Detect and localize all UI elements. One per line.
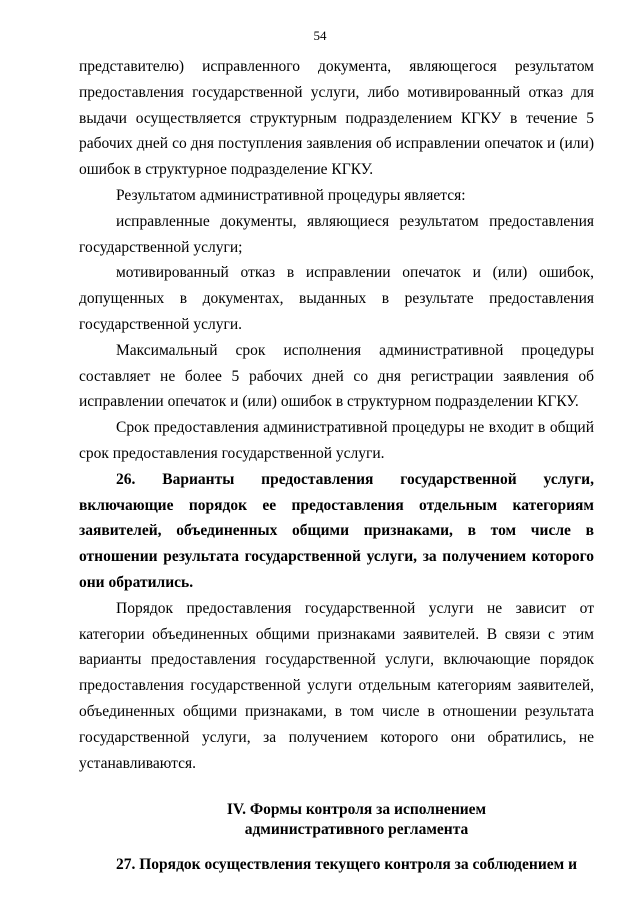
section-heading-line: IV. Формы контроля за исполнением — [226, 801, 487, 819]
paragraph: Максимальный срок исполнения административной процедуры составляет не более 5 рабочих дней со дня регистрации заявления об исправлении опечаток и (или) ошибок в структурном подразделении КГКУ. — [79, 341, 594, 411]
clause-heading: 27. Порядок осуществления текущего контроля за соблюдением и — [116, 856, 578, 874]
paragraph: Результатом административной процедуры является: — [116, 186, 466, 204]
page-number: 54 — [313, 28, 327, 43]
paragraph: Срок предоставления административной процедуры не входит в общий срок предоставления государственной услуги. — [79, 419, 594, 462]
paragraph: Порядок предоставления государственной услуги не зависит от категории объединенных общими признаками заявителей. В связи с этим варианты предоставления государственной услуги, включающие порядок предоставления государственной услуги отдельным категориям заявителей, объединенных общими признаками, в том числе в отношении результата государственной услуги, за получением которого они обратились, не устанавливаются. — [79, 599, 594, 772]
document-body — [79, 54, 594, 878]
paragraph: мотивированный отказ в исправлении опечаток и (или) ошибок, допущенных в документах, выданных в результате предоставления государственной услуги. — [79, 264, 594, 333]
paragraph: исправленные документы, являющиеся результатом предоставления государственной услуги; — [79, 212, 594, 256]
section-heading-line: административного регламента — [244, 821, 469, 839]
section-heading — [79, 800, 594, 840]
clause-heading: 26. Варианты предоставления государственной услуги, включающие порядок ее предоставления отдельным категориям заявителей, объединенных общими признаками, в том числе в отношении результата государственной услуги, за получением которого они обратились. — [79, 470, 594, 591]
paragraph: представителю) исправленного документа, являющегося результатом предоставления государственной услуги, либо мотивированный отказ для выдачи осуществляется структурным подразделением КГКУ в течение 5 рабочих дней со дня поступления заявления об исправлении опечаток и (или) ошибок в структурное подразделение КГКУ. — [79, 58, 594, 179]
